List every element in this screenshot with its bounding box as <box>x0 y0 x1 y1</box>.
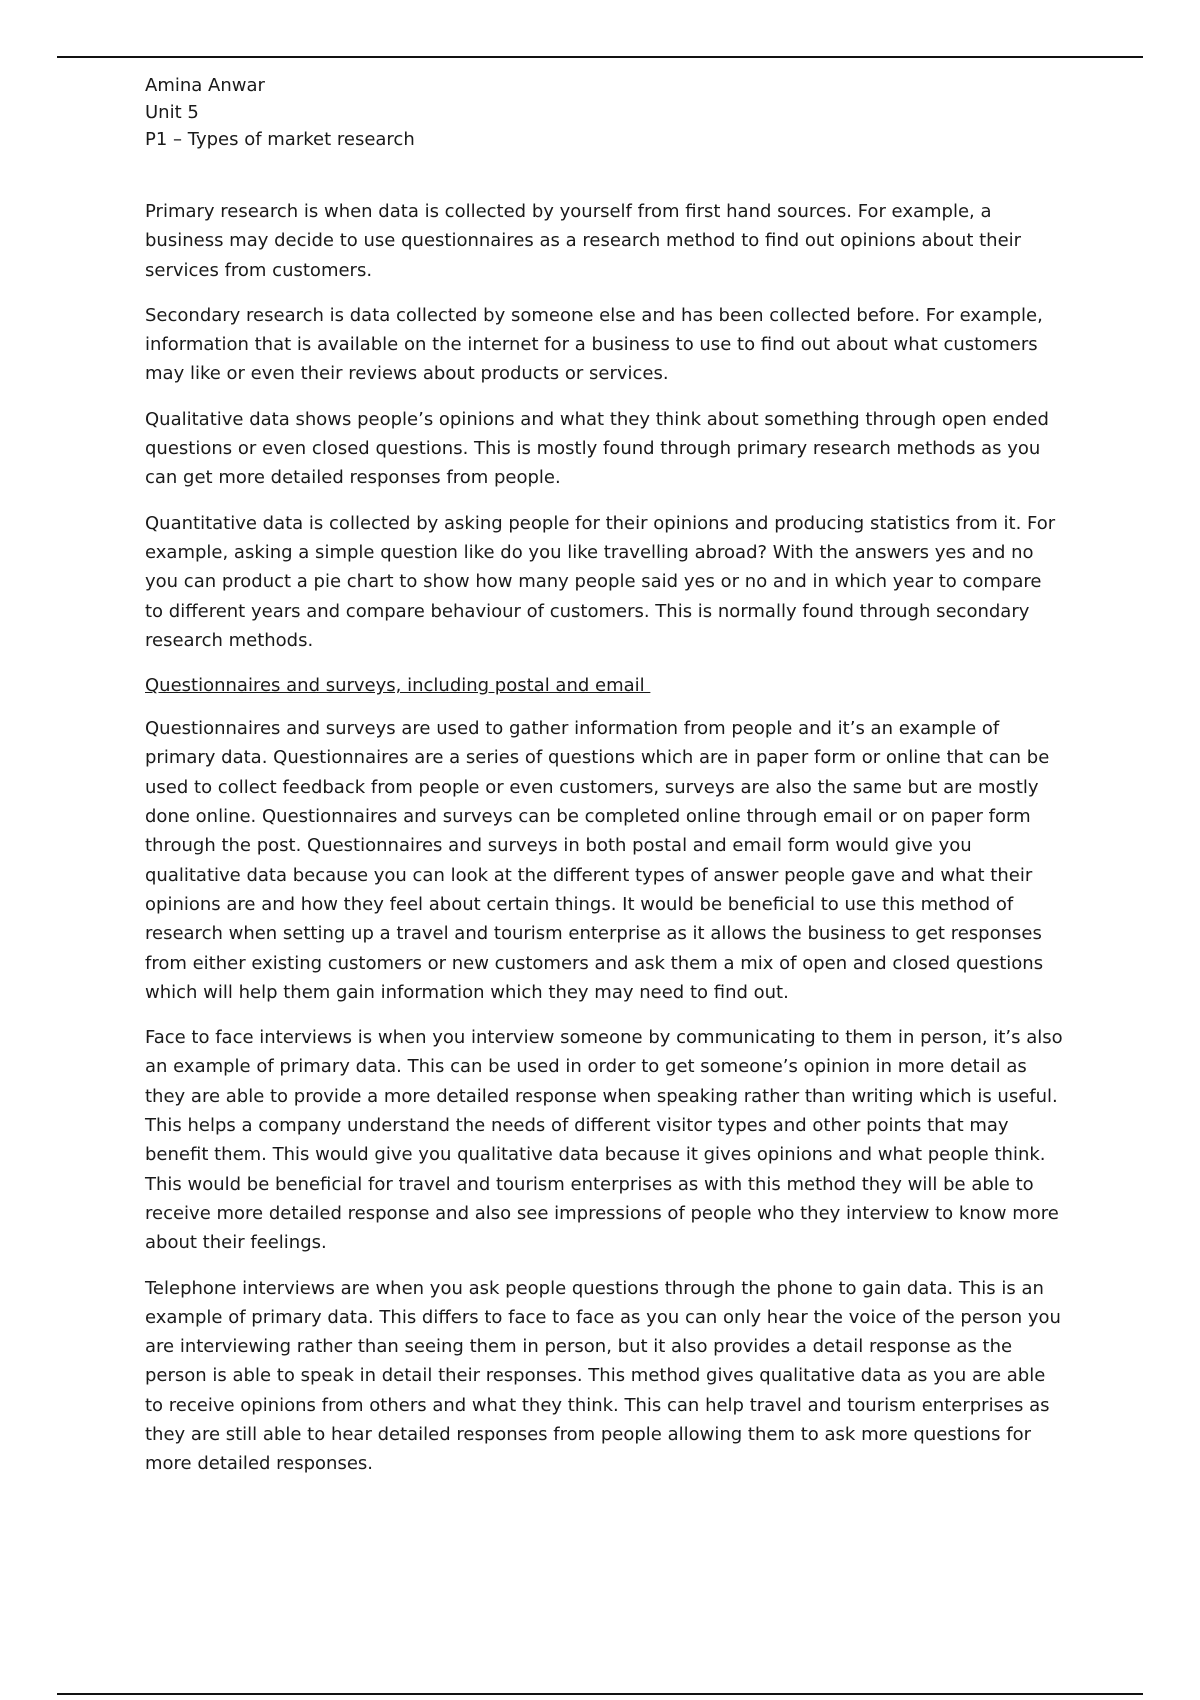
document-body <box>145 72 1065 1495</box>
paragraph-secondary-research: Secondary research is data collected by someone else and has been collected before. For example, information that is available on the internet for a business to use to find out about what customers may like or even their reviews about products or services. <box>145 304 1043 385</box>
author-name: Amina Anwar <box>145 75 265 96</box>
document-header <box>145 72 1065 153</box>
top-rule <box>57 56 1143 58</box>
paragraph-primary-research: Primary research is when data is collected by yourself from first hand sources. For example, a business may decide to use questionnaires as a research method to find out opinions about their services from customers. <box>145 201 1022 281</box>
document-title: P1 – Types of market research <box>145 129 415 150</box>
unit-label: Unit 5 <box>145 102 199 123</box>
paragraph-telephone: Telephone interviews are when you ask people questions through the phone to gain data. This is an example of primary data. This differs to face to face as you can only hear the voice of the person you are interviewing rather than seeing them in person, but it also provides a detail response as the person is able to speak in detail their responses. This method gives qualitative data as you are able to receive opinions from others and what they think. This can help travel and tourism enterprises as they are still able to hear detailed responses from people allowing them to ask more questions for more detailed responses. <box>145 1277 1061 1475</box>
paragraph-questionnaires: Questionnaires and surveys are used to gather information from people and it’s an example of primary data. Questionnaires are a series of questions which are in paper form or online that can be used to collect feedback from people or even customers, surveys are also the same but are mostly done online. Questionnaires and surveys can be completed online through email or on paper form through the post. Questionnaires and surveys in both postal and email form would give you qualitative data because you can look at the different types of answer people gave and what their opinions are and how they feel about certain things. It would be beneficial to use this method of research when setting up a travel and tourism enterprise as it allows the business to get responses from either existing customers or new customers and ask them a mix of open and closed questions which will help them gain information which they may need to find out. <box>145 718 1050 1003</box>
paragraph-qualitative-data: Qualitative data shows people’s opinions and what they think about something through open ended questions or even closed questions. This is mostly found through primary research methods as you can get more detailed responses from people. <box>145 408 1049 489</box>
bottom-rule <box>57 1693 1143 1695</box>
section-heading-questionnaires: Questionnaires and surveys, including postal and email <box>145 675 651 697</box>
paragraph-face-to-face: Face to face interviews is when you interview someone by communicating to them in person, it’s also an example of primary data. This can be used in order to get someone’s opinion in more detail as they are able to provide a more detailed response when speaking rather than writing which is useful. This helps a company understand the needs of different visitor types and other points that may benefit them. This would give you qualitative data because it gives opinions and what people think. This would be beneficial for travel and tourism enterprises as with this method they will be able to receive more detailed response and also see impressions of people who they interview to know more about their feelings. <box>145 1027 1063 1254</box>
paragraph-quantitative-data: Quantitative data is collected by asking people for their opinions and producing statistics from it. For example, asking a simple question like do you like travelling abroad? With the answers yes and no you can product a pie chart to show how many people said yes or no and in which year to compare to different years and compare behaviour of customers. This is normally found through secondary research methods. <box>145 512 1056 651</box>
